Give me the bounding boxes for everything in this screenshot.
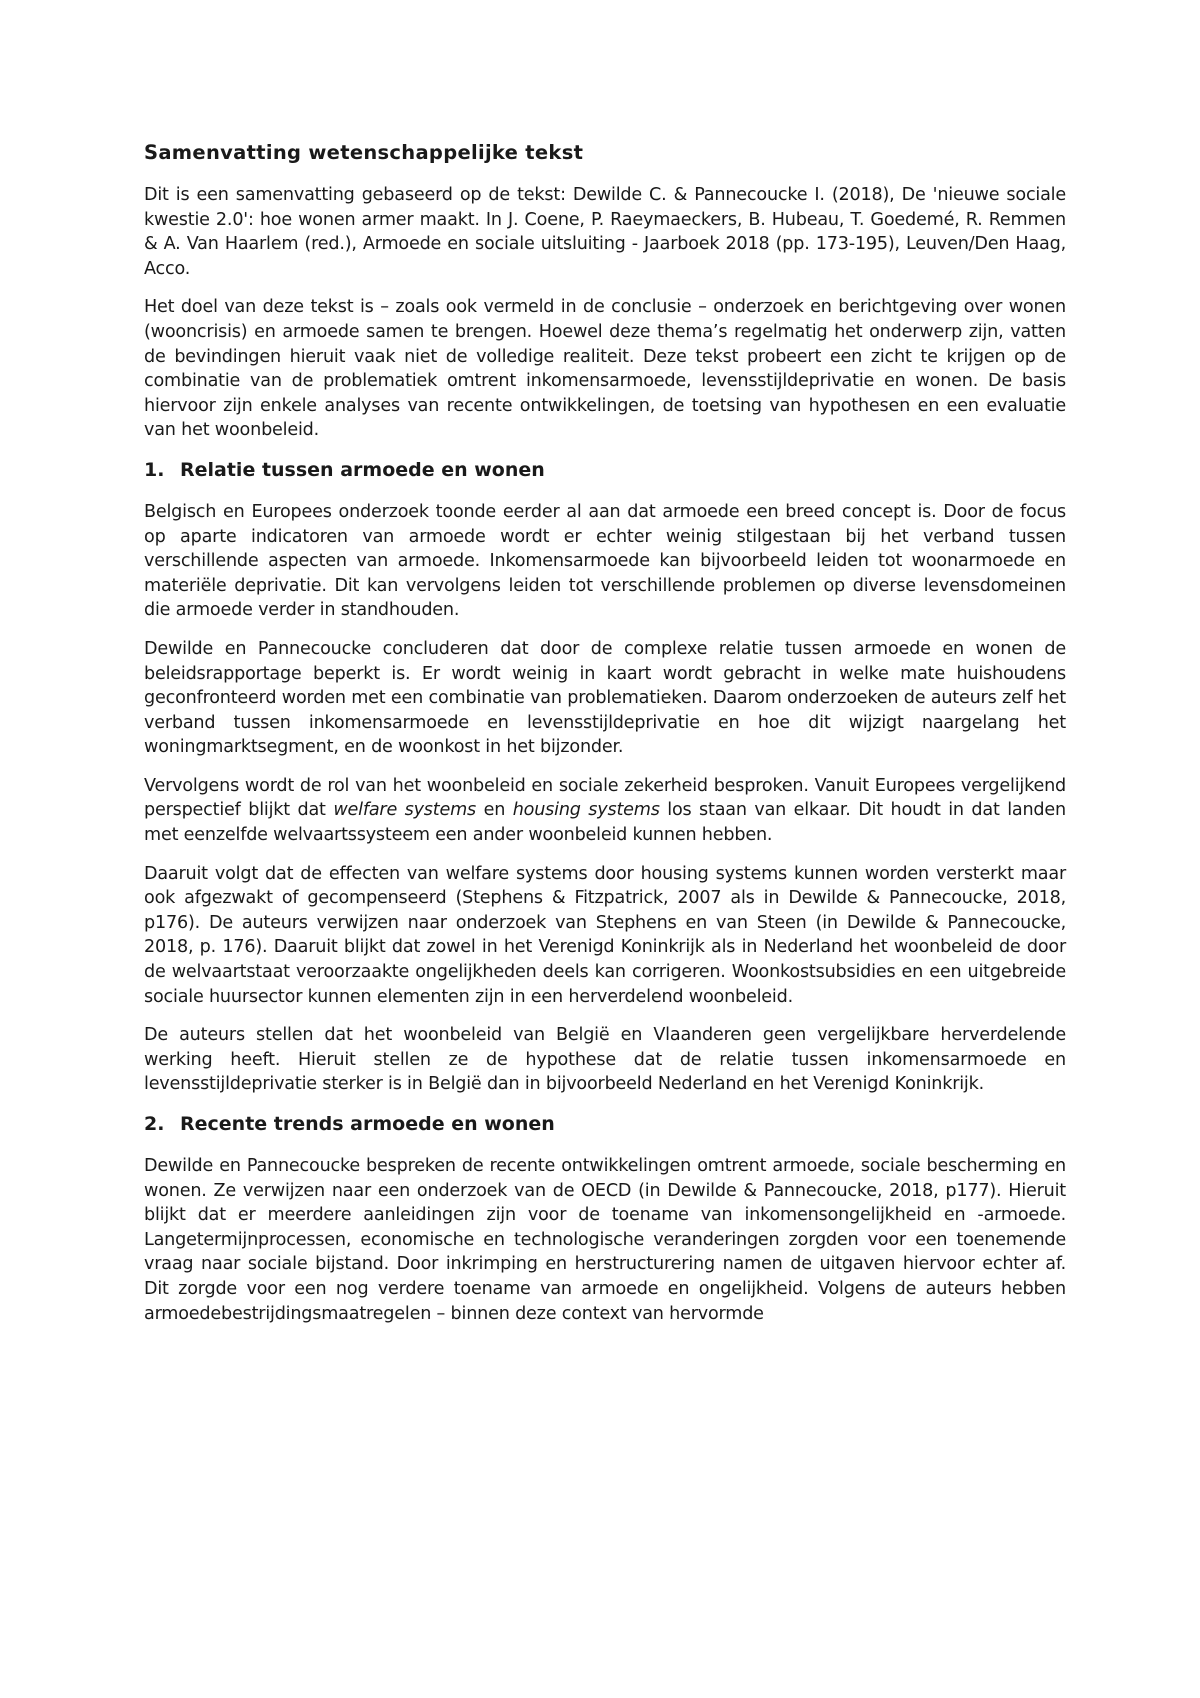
section-1-title: Relatie tussen armoede en wonen (180, 458, 545, 481)
section-2-heading (144, 1111, 1066, 1137)
section-2-title: Recente trends armoede en wonen (180, 1113, 555, 1135)
section-1-number: 1. (144, 458, 165, 481)
section-2-paragraph-1: Dewilde en Pannecoucke bespreken de recente ontwikkelingen omtrent armoede, sociale bescherming en wonen. Ze verwijzen naar een onderzoek van de OECD (in Dewilde & Pannecoucke, 2018, p177). Hieruit blijkt dat er meerdere aanleidingen zijn voor de toename van inkomensongelijkheid en -armoede. Langetermijnprocessen, economische en technologische veranderingen zorgden voor een toenemende vraag naar sociale bijstand. Door inkrimping en herstructurering namen de uitgaven hiervoor echter af. Dit zorgde voor een nog verdere toename van armoede en ongelijkheid. Volgens de auteurs hebben armoedebestrijdingsmaatregelen – binnen deze context van hervormde (144, 1156, 1066, 1324)
p3-emphasis-housing: housing systems (512, 800, 660, 821)
section-1-paragraph-5: De auteurs stellen dat het woonbeleid van België en Vlaanderen geen vergelijkbare herverdelende werking heeft. Hieruit stellen ze de hypothese dat de relatie tussen inkomensarmoede en levensstijldeprivatie sterker is in België dan in bijvoorbeeld Nederland en het Verenigd Koninkrijk. (144, 1025, 1066, 1095)
p3-text-end: los staan van elkaar. Dit houdt in dat landen met eenzelfde welvaartssysteem een ander woonbeleid kunnen hebben. (144, 800, 1066, 846)
document-page (144, 140, 1066, 1326)
section-2-number: 2. (144, 1113, 165, 1135)
intro-paragraph-aim: Het doel van deze tekst is – zoals ook vermeld in de conclusie – onderzoek en berichtgeving over wonen (wooncrisis) en armoede samen te brengen. Hoewel deze thema’s regelmatig het onderwerp zijn, vatten de bevindingen hieruit vaak niet de volledige realiteit. Deze tekst probeert een zicht te krijgen op de combinatie van de problematiek omtrent inkomensarmoede, levensstijldeprivatie en wonen. De basis hiervoor zijn enkele analyses van recente ontwikkelingen, de toetsing van hypothesen en een evaluatie van het woonbeleid. (144, 297, 1066, 441)
section-1-paragraph-4: Daaruit volgt dat de effecten van welfare systems door housing systems kunnen worden versterkt maar ook afgezwakt of gecompenseerd (Stephens & Fitzpatrick, 2007 als in Dewilde & Pannecoucke, 2018, p176). De auteurs verwijzen naar onderzoek van Stephens en van Steen (in Dewilde & Pannecoucke, 2018, p. 176). Daaruit blijkt dat zowel in het Verenigd Koninkrijk als in Nederland het woonbeleid de door de welvaartstaat veroorzaakte ongelijkheden deels kan corrigeren. Woonkostsubsidies en een uitgebreide sociale huursector kunnen elementen zijn in een herverdelend woonbeleid. (144, 863, 1066, 1007)
section-1-heading (144, 457, 1066, 483)
p3-text-start: Vervolgens wordt de rol van het woonbeleid en sociale zekerheid besproken. Vanuit Europees vergelijkend perspectief blijkt dat (144, 775, 1066, 821)
intro-paragraph-source: Dit is een samenvatting gebaseerd op de tekst: Dewilde C. & Pannecoucke I. (2018), De 'nieuwe sociale kwestie 2.0': hoe wonen armer maakt. In J. Coene, P. Raeymaeckers, B. Hubeau, T. Goedemé, R. Remmen & A. Van Haarlem (red.), Armoede en sociale uitsluiting - Jaarboek 2018 (pp. 173-195), Leuven/Den Haag, Acco. (144, 185, 1066, 279)
section-1-paragraph-1: Belgisch en Europees onderzoek toonde eerder al aan dat armoede een breed concept is. Door de focus op aparte indicatoren van armoede wordt er echter weinig stilgestaan bij het verband tussen verschillende aspecten van armoede. Inkomensarmoede kan bijvoorbeeld leiden tot woonarmoede en materiële deprivatie. Dit kan vervolgens leiden tot verschillende problemen op diverse levensdomeinen die armoede verder in standhouden. (144, 501, 1066, 621)
p3-emphasis-welfare: welfare systems (333, 800, 476, 821)
p3-text-mid: en (476, 800, 513, 821)
document-title: Samenvatting wetenschappelijke tekst (144, 141, 584, 164)
section-1-paragraph-3 (144, 774, 1066, 848)
section-1-paragraph-2: Dewilde en Pannecoucke concluderen dat door de complexe relatie tussen armoede en wonen de beleidsrapportage beperkt is. Er wordt weinig in kaart wordt gebracht in welke mate huishoudens geconfronteerd worden met een combinatie van problematieken. Daarom onderzoeken de auteurs zelf het verband tussen inkomensarmoede en levensstijldeprivatie en hoe dit wijzigt naargelang het woningmarktsegment, en de woonkost in het bijzonder. (144, 638, 1066, 758)
